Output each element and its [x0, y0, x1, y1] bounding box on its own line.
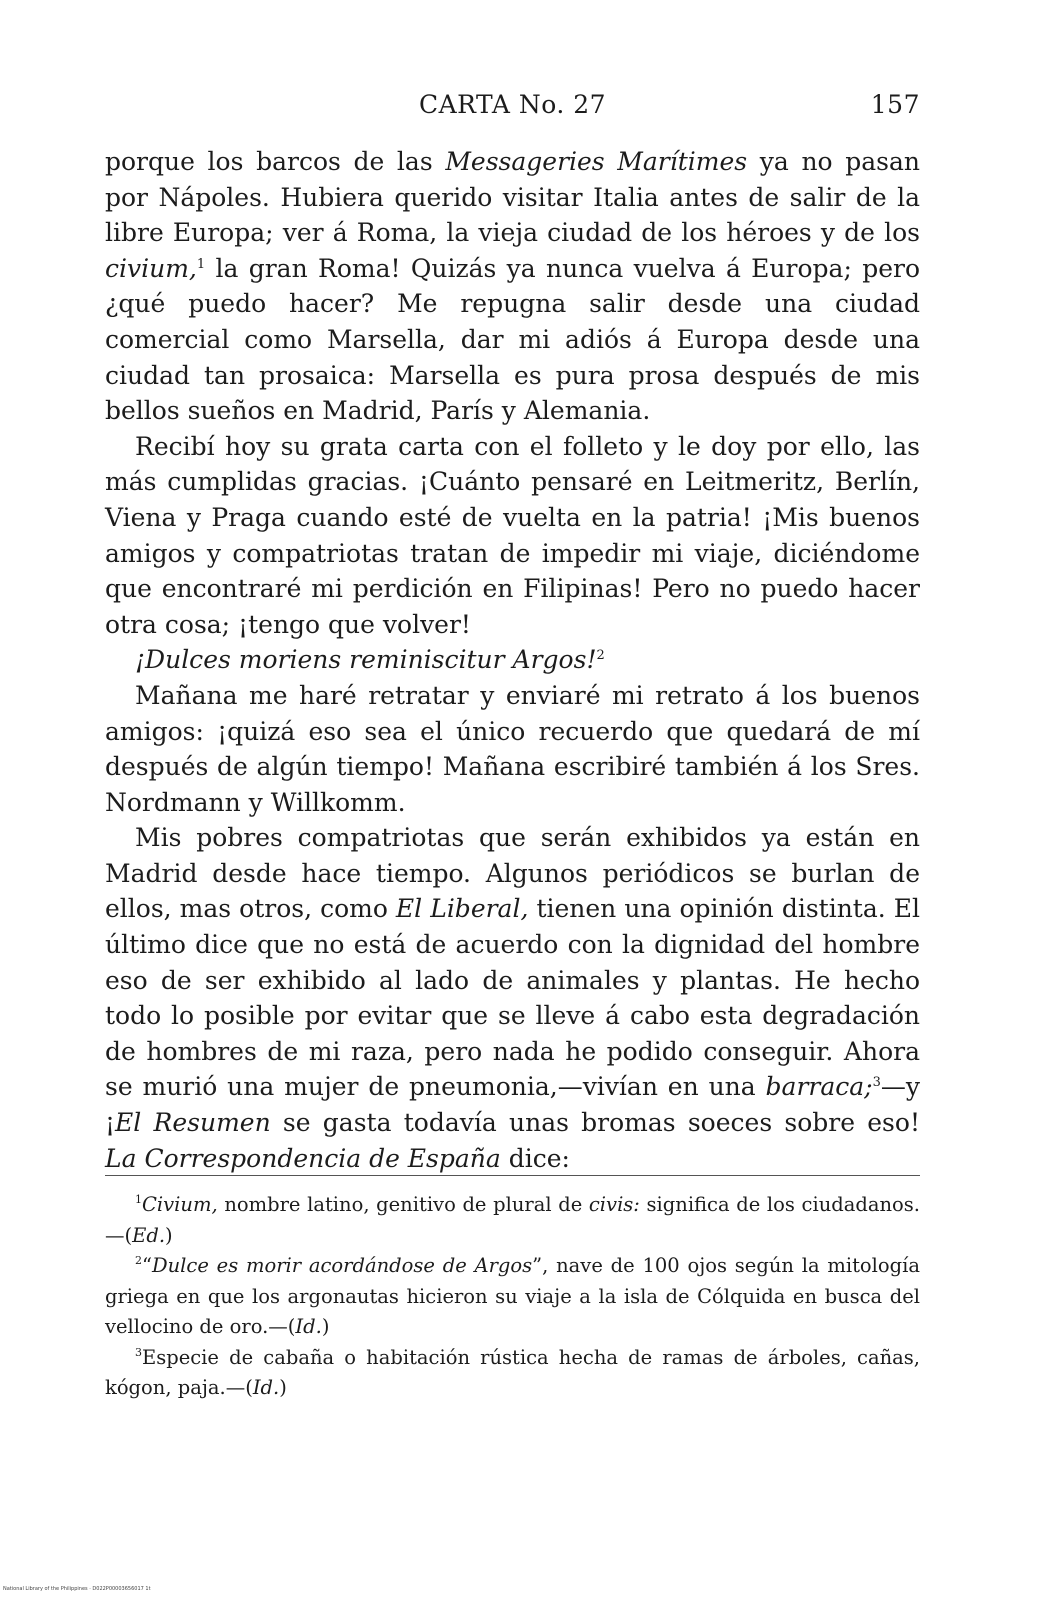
footnote-2 — [105, 1251, 920, 1343]
italic-run: civis: — [588, 1193, 640, 1216]
italic-run: Civium, — [142, 1193, 218, 1216]
text-run: ) — [279, 1376, 287, 1399]
text-run: —y ¡ — [105, 1072, 920, 1138]
text-run: tienen una opinión distinta. El último dice que no está de acuerdo con la dignidad del hombre eso de ser exhibido al lado de animales y plantas. He hecho todo lo posible por evitar que se lleve á cabo esta degradación de hombres de mi raza, pero nada he podido conseguir. Ahora se murió una mujer de pneumonia,—vivían en una — [105, 894, 920, 1102]
footnote-ref: 3 — [872, 1075, 881, 1091]
paragraph-5 — [105, 820, 920, 1176]
footnote-marker: 3 — [135, 1345, 142, 1359]
text-run: la gran Roma! Quizás ya nunca vuelva á Europa; pero ¿qué puedo hacer? Me repugna salir desde una ciudad comercial como Marsella, dar mi adiós á Europa desde una ciudad tan prosaica: Marsella es pura prosa después de mis bellos sueños en Madrid, París y Alemania. — [105, 253, 920, 426]
library-imprint: National Library of the Philippines · D022P00003656017 1t — [3, 1586, 151, 1592]
text-run: ya no pasan por Nápoles. Hubiera querido visitar Italia antes de salir de la libre Europa; ver á Roma, la vieja ciudad de los héroes y de los — [105, 147, 920, 248]
footnote-marker: 2 — [135, 1254, 142, 1267]
text-run: ) — [321, 1315, 330, 1338]
italic-run: barraca; — [765, 1072, 873, 1102]
chapter-title: CARTA No. 27 — [418, 90, 607, 119]
paragraph-1 — [105, 144, 920, 429]
footnote-marker: 1 — [135, 1193, 142, 1206]
footnote-ref: 2 — [596, 648, 605, 664]
text-run: ) — [165, 1223, 173, 1247]
text-run: dice: — [500, 1143, 570, 1173]
footnote-ref: 1 — [196, 256, 206, 272]
italic-run: Dulce es morir acordándose de Argos — [151, 1254, 533, 1277]
paragraph-2: Recibí hoy su grata carta con el folleto y le doy por ello, las más cumplidas gracias. ¡Cuánto pensaré en Leitmeritz, Berlín, Viena y Praga cuando esté de vuelta en la patria! ¡Mis buenos amigos y compatriotas tratan de impedir mi viaje, diciéndome que encontraré mi perdición en Filipinas! Pero no puedo hacer otra cosa; ¡tengo que volver! — [105, 431, 920, 639]
text-run: se gasta todavía unas bromas soeces sobre eso! — [270, 1108, 920, 1138]
footnote-3 — [105, 1343, 920, 1404]
text-run: porque los barcos de las — [105, 147, 446, 176]
italic-run: La Correspondencia de España — [105, 1143, 501, 1173]
footnote-1 — [105, 1190, 920, 1251]
text-run: ”, nave de 100 ojos según la mitología griega en que los argonautas hicieron su viaje a la isla de Cólquida en busca del vellocino de oro.—( — [105, 1254, 920, 1338]
text-run: “ — [142, 1254, 152, 1277]
italic-run: Ed. — [132, 1223, 166, 1247]
footnotes — [105, 1190, 920, 1404]
italic-run: Id. — [295, 1315, 322, 1338]
italic-run: Id. — [252, 1376, 280, 1399]
text-run: nombre latino, genitivo de plural de — [217, 1193, 589, 1216]
paragraph-4: Mañana me haré retratar y enviaré mi retrato á los buenos amigos: ¡quizá eso sea el único recuerdo que quedará de mí después de algún tiempo! Mañana escribiré también á los Sres. Nordmann y Willkomm. — [105, 680, 920, 817]
text-run: significa de los ciudadanos.—( — [105, 1193, 920, 1247]
text-run: Especie de cabaña o habitación rústica hecha de ramas de árboles, cañas, kógon, paja.—( — [105, 1345, 920, 1399]
italic-run: Messageries Marítimes — [445, 147, 748, 176]
footnote-divider — [105, 1175, 920, 1176]
page-number: 157 — [870, 90, 920, 119]
italic-run: civium, — [105, 253, 197, 283]
text-run: Mis pobres compatriotas que serán exhibidos ya están en Madrid desde hace tiempo. Algunos periódicos se burlan de ellos, mas otros, como — [105, 823, 920, 924]
italic-run: El Liberal, — [395, 894, 529, 924]
italic-run: ¡Dulces moriens reminiscitur Argos! — [135, 645, 597, 675]
italic-run: El Resumen — [115, 1108, 271, 1138]
paragraph-3 — [105, 642, 920, 678]
body-text — [105, 144, 920, 1176]
